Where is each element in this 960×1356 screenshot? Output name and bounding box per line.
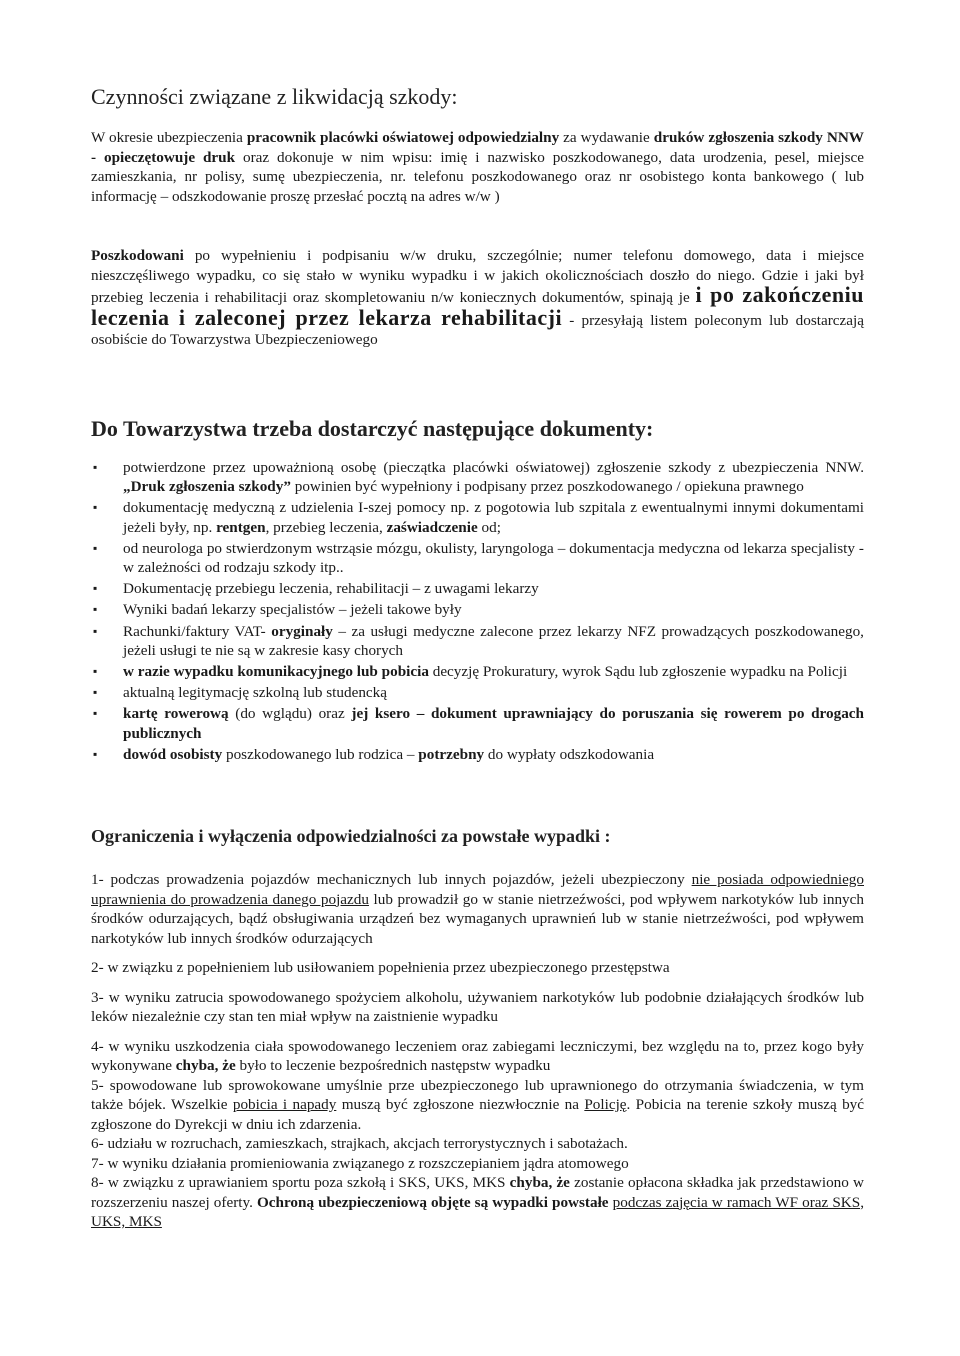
bold-text: chyba, że [175,1057,236,1074]
bold-text: rentgen [216,518,266,536]
text: do wypłaty odszkodowania [484,745,655,763]
bold-text: w razie wypadku komunikacyjnego lub pobicia [123,663,429,681]
text: 4- w wyniku uszkodzenia ciała spowodowanego leczeniem oraz zabiegami leczniczymi, bez względu na to, przez kogo były wykonywane [91,1037,864,1074]
text: muszą być zgłoszone niezwłocznie na [336,1096,585,1113]
limitation-item [91,1173,864,1232]
text: decyzję Prokuratury, wyrok Sądu lub zgłoszenie wypadku na Policji [428,663,848,681]
text: Dokumentację przebiegu leczenia, rehabilitacji – z uwagami lekarzy [123,580,539,598]
bold-text: Poszkodowani [91,247,184,264]
text: było to leczenie bezpośrednich następstw wypadku [235,1057,551,1074]
bullet-icon: ▪ [93,540,98,555]
text: oraz dokonuje w nim wpisu: imię i nazwisko poszkodowanego, data urodzenia, pesel, miejsce zamieszkania, nr polisy, sumę ubezpieczenia, nr. telefonu poszkodowanego oraz nr osobistego konta bankowego ( lub informację – odszkodowanie proszę przesłać pocztą na adres w/w ) [91,148,864,205]
bullet-icon: ▪ [93,706,98,721]
bold-text: „Druk zgłoszenia szkody” [123,478,291,496]
bold-text: pracownik placówki oświatowej odpowiedzialny [246,129,560,146]
text: po wypełnieniu i podpisaniu w/w druku, szczególnie; numer telefonu domowego, data i miejsce nieszczęśliwego wypadku, co się stało w wyniku wypadku i w jakich okolicznościach doszło do niego. Gdzie i jaki był przebieg leczenia i rehabilitacji oraz skompletowaniu n/w koniecznych dokumentów, spinają je [91,247,864,306]
bullet-icon: ▪ [93,581,98,596]
text: za wydawanie [559,129,654,146]
text: potwierdzone przez upoważnioną osobę (pieczątka placówki oświatowej) zgłoszenie szkody z ubezpieczenia NNW. [123,459,864,476]
list-item [91,745,864,764]
limitations-list [91,870,864,1232]
text: zostanie opłacona składka jak przedstawiono w rozszerzeniu naszej oferty. [91,1174,864,1211]
list-item [91,704,864,742]
limitation-item: 7- w wyniku działania promieniowania związanego z rozszczepianiem jądra atomowego [91,1154,629,1172]
section-title-limitations: Ograniczenia i wyłączenia odpowiedzialności za powstałe wypadki : [91,826,611,846]
text: 8- w związku z uprawianiem sportu poza szkołą i SKS, UKS, MKS [91,1174,510,1191]
limitation-item: 3- w wyniku zatrucia spowodowanego spożyciem alkoholu, używaniem narkotyków lub podobnie działających środków lub leków niezależnie czy stan ten miał wpływ na zaistnienie wypadku [91,988,864,1025]
limitation-item: 2- w związku z popełnieniem lub usiłowaniem popełnienia przez ubezpieczonego przestępstwa [91,959,670,976]
text: - przesyłają listem poleconym lub dostarczają osobiście do Towarzystwa Ubezpieczeniowego [91,311,864,348]
text: Rachunki/faktury VAT- [123,622,272,640]
list-item [91,579,864,598]
text: W okresie ubezpieczenia [91,129,247,146]
bold-text: oryginały [271,622,333,640]
text: – za usługi medyczne zalecone przez lekarzy NFZ prowadzących poszkodowanego, jeżeli usługi te nie są w zakresie kasy chorych [123,622,864,659]
limitation-item [91,870,864,948]
section-title-claim-actions: Czynności związane z likwidacją szkody: [91,84,458,109]
text: poszkodowanego lub rodzica – [222,745,419,763]
bold-text: kartę rowerową [123,705,229,723]
underlined-text: Policję [584,1096,627,1113]
text: lub prowadził go w stanie nietrzeźwości, pod wpływem narkotyków lub innych środków odurzających, bądź obsługiwania urządzeń bez wymaganych uprawnień lub w stanie nietrzeźwości, pod wpływem narkotyków lub innych środków odurzających [91,890,864,947]
list-item [91,458,864,496]
text: Wyniki badań lekarzy specjalistów – jeżeli takowe były [123,601,462,619]
section-title-documents: Do Towarzystwa trzeba dostarczyć następujące dokumenty: [91,416,654,441]
text: aktualną legitymację szkolną lub studencką [123,684,388,702]
list-item [91,622,864,660]
bullet-icon: ▪ [93,500,98,515]
bold-text: jej ksero – dokument uprawniający do poruszania się rowerem po drogach publicznych [123,705,864,742]
list-item [91,539,864,577]
limitation-item [91,1037,864,1076]
text: 5- spowodowane lub sprowokowane umyślnie prze ubezpieczonego lub uprawnionego do otrzymania świadczenia, w tym także bójek. Wszelkie [91,1076,864,1113]
paragraph-injured-instructions [91,246,864,350]
text: powinien być wypełniony i podpisany przez poszkodowanego / opiekuna prawnego [290,478,804,496]
text: 1- podczas prowadzenia pojazdów mechanicznych lub innych pojazdów, jeżeli ubezpieczony [91,871,692,888]
bold-text: druków zgłoszenia szkody NNW - opieczętowuje druk [91,129,864,166]
text: , przebieg leczenia, [265,518,387,536]
bold-text: potrzebny [418,745,485,763]
bullet-icon: ▪ [93,685,98,700]
text: . Pobicia na terenie szkoły muszą być zgłoszone do Dyrekcji w dniu ich zdarzenia. [91,1096,865,1133]
bold-text: zaświadczenie [386,518,478,536]
underlined-text: podczas zajęcia w ramach WF oraz SKS, UKS, MKS [91,1193,864,1230]
bullet-icon: ▪ [93,623,98,638]
limitation-item [91,1076,864,1135]
underlined-text: nie posiada odpowiedniego uprawnienia do prowadzenia danego pojazdu [91,871,864,908]
text: (do wglądu) oraz [228,705,352,723]
bullet-icon: ▪ [93,602,98,617]
list-item [91,683,864,702]
text: od; [477,518,501,536]
text: dokumentację medyczną z udzielenia I-szej pomocy np. z pogotowia lub szpitala z ewentualnymi innymi dokumentami jeżeli były, np. [123,499,864,536]
list-item [91,662,864,681]
bullet-icon: ▪ [93,664,98,679]
documents-list [91,458,864,766]
list-item [91,600,864,619]
bullet-icon: ▪ [93,460,98,474]
underlined-text: pobicia i napady [232,1096,337,1113]
limitation-item: 6- udziału w rozruchach, zamieszkach, strajkach, akcjach terrorystycznych i sabotażach. [91,1135,628,1152]
bold-text: Ochroną ubezpieczeniową objęte są wypadki powstałe [256,1193,609,1211]
list-item [91,498,864,536]
bullet-icon: ▪ [93,746,98,761]
paragraph-claim-procedure [91,128,864,206]
text: od neurologa po stwierdzonym wstrząsie mózgu, okulisty, laryngologa – dokumentacja medyczna od lekarza specjalisty - w zależności od rodzaju szkody itp.. [123,539,864,577]
bold-text: chyba, że [509,1174,570,1191]
bold-text: dowód osobisty [123,745,223,763]
emphasis-text: i po zakończeniu leczenia i zaleconej przez lekarza rehabilitacji [91,282,864,330]
